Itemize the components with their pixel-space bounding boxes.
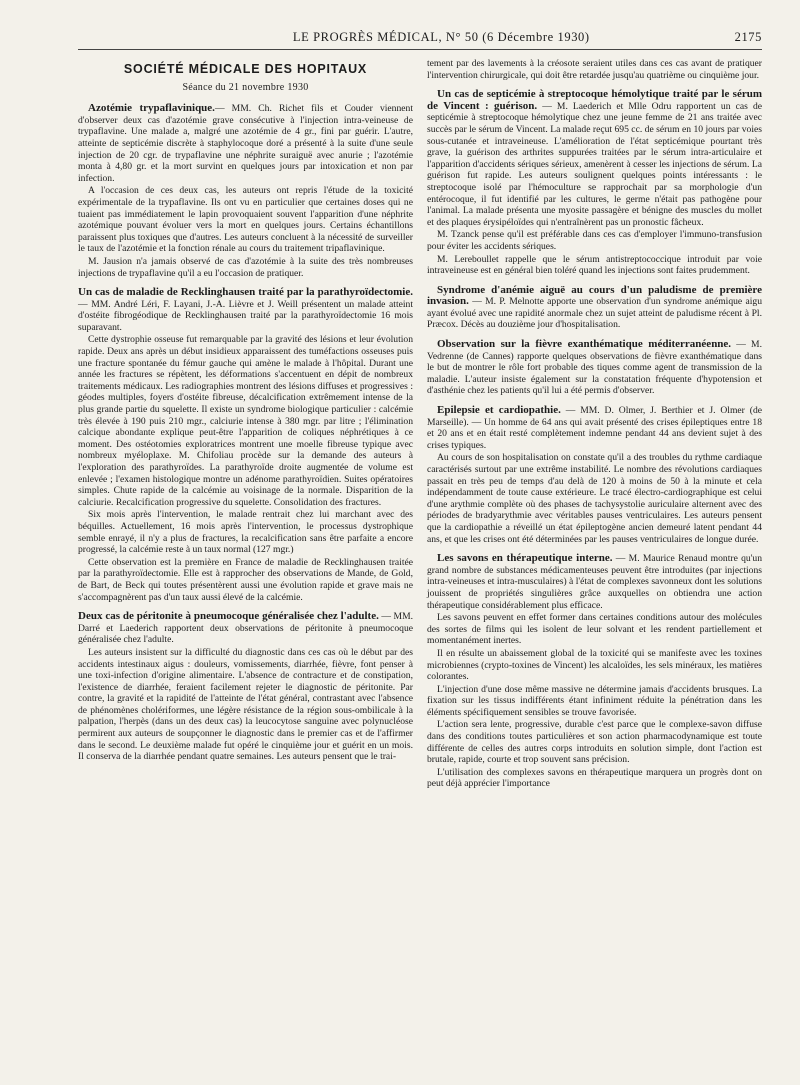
article-lead: — MM. Darré et Laederich rapportent deux observations de péritonite à pneumocoque généralisée chez l'adulte. — [78, 611, 413, 646]
article-title: Un cas de septicémie à streptocoque hémolytique traité par le sérum de Vincent : guérison. — [427, 88, 762, 112]
paragraph: Les savons peuvent en effet former dans certaines conditions autour des molécules des sortes de films qui les isolent de leur solvant et les rendent partiellement et momentanément inertes. — [427, 612, 762, 647]
paragraph: Six mois après l'intervention, le malade rentrait chez lui marchant avec des béquilles. Actuellement, 16 mois après l'intervention, le processus dystrophique semble enrayé, il n'y a plus de fractures, la recalcification sans être parfaite a encore progressé, la calcémie reste à un taux normal (127 mgr.) — [78, 509, 413, 556]
article-title: Observation sur la fièvre exanthématique méditerranéenne. — [437, 338, 732, 351]
article-lead: — M. Maurice Renaud montre qu'un grand nombre de substances médicamenteuses peuvent être introduites (par injections intra-veineuses et intra-musculaires) à l'état de complexes savonneux dont les solutions jouissent de propriétés singulières grâce auxquelles on obtiendra une action thérapeutique considérablement plus efficace. — [427, 553, 763, 611]
article-lead: — M. Laederich et Mlle Odru rapportent un cas de septicémie à streptocoque hémolytique chez une jeune femme de 21 ans traitée avec succès par le sérum de Vincent. La malade reçut 695 cc. de sérum en 10 jours par voies sous-cutanée et intraveineuse. L'amélioration de l'état septicémique pourtant très grave, la guérison des arthrites suppurées traitées par le sérum intra-articulaire et l'apparition d'accidents sériques sérieux, amenèrent à cesser les injections de sérum. La guérison fut rapide. Les auteurs soulignent quelques points intéressants : le streptocoque isolé par l'hémoculture se rapprochait par sa morphologie d'un entérocoque, il fut identifié par les cultures, le germe n'était pas pathogène pour l'animal. La malade présenta une myosite passagère et bénigne des muscles du mollet et des plaques érysipéloïdes qui n'entraînèrent pas un pronostic fâcheux. — [427, 100, 762, 228]
article-peritonite — [78, 611, 413, 763]
article-recklinghausen — [78, 287, 413, 603]
paragraph: Cette observation est la première en France de maladie de Recklinghausen traitée par la parathyroïdectomie. Elle est à rapprocher des observations de Mande, de Gold, de Bart, de Beck qui toutes présentèrent aussi une évolution rapide et grave mais ne s'accompagnèrent pas d'un taux aussi élevé de la calcémie. — [78, 556, 413, 603]
paragraph: M. Tzanck pense qu'il est préférable dans ces cas d'employer l'immuno-transfusion pour éviter les accidents sériques. — [427, 229, 762, 252]
page-number: 2175 — [734, 30, 762, 44]
article-epilepsie — [427, 405, 762, 545]
running-head — [78, 30, 762, 50]
article-lead: — M. P. Melnotte apporte une observation d'un syndrome anémique aigu ayant évolué avec une rapidité anormale chez un sujet atteint de paludisme récent à Pl. Præcox. Décès au douzième jour d'hospitalisation. — [427, 296, 762, 331]
article-fievre-exanthematique — [427, 339, 762, 397]
article-azotemie — [78, 103, 413, 279]
paragraph: L'action sera lente, progressive, durable c'est parce que le complexe-savon diffuse dans des conditions toutes particulières et son action pharmacodynamique est toute différente de celles des autres corps introduits en solution simple, dont l'action est brutale, rapide, courte et trop souvent sans précision. — [427, 719, 762, 766]
paragraph: M. Jausion n'a jamais observé de cas d'azotémie à la suite des très nombreuses injections de trypaflavine qu'il a eu l'occasion de pratiquer. — [78, 255, 413, 279]
article-peritonite-continued — [427, 58, 762, 81]
paragraph: Au cours de son hospitalisation on constate qu'il a des troubles du rythme cardiaque caractérisés surtout par une extrême instabilité. Le nombre des révolutions cardiaques passait en très peu de temps d'au delà de 120 à moins de 50 à la minute et cela indépendamment de toute cause extérieure. Le tracé électro-cardiographique est celui d'une arythmie complète où des phases de tachysystolie auriculaire alternent avec des périodes de bradyarythmie avec véritables pauses ventriculaires. Les auteurs pensent que la cardiopathie a réveillé un état épileptogène ancien demeuré latent pendant 44 ans, et que les crises ont été déterminées par les pauses ventriculaires de longue durée. — [427, 452, 762, 545]
article-title: Un cas de maladie de Recklinghausen traité par la parathyroïdectomie. — [78, 286, 413, 299]
society-title: SOCIÉTÉ MÉDICALE DES HOPITAUX — [123, 62, 368, 76]
paragraph: tement par des lavements à la créosote seraient utiles dans ces cas avant de pratiquer l'intervention chirurgicale, qui doit être retardée jusqu'au quatrième ou cinquième jour. — [427, 58, 762, 81]
paragraph: M. Lereboullet rappelle que le sérum antistreptococcique introduit par voie intraveineuse est en général bien toléré quand les injections sont faites prudemment. — [427, 253, 762, 277]
paragraph: L'utilisation des complexes savons en thérapeutique marquera un progrès dont on peut déjà apprécier l'importance — [427, 766, 762, 790]
article-lead: — MM. André Léri, F. Layani, J.-A. Lièvre et J. Weill présentent un malade atteint d'ostéite fibrogéodique de Recklinghausen traité par la parathyroïdectomie 16 mois suparavant. — [78, 298, 413, 333]
article-title: Les savons en thérapeutique interne. — [437, 552, 613, 565]
journal-header-title: LE PROGRÈS MÉDICAL, N° 50 (6 Décembre 1930) — [292, 30, 590, 44]
two-column-body — [78, 58, 762, 798]
right-column — [427, 58, 762, 798]
session-date: Séance du 21 novembre 1930 — [182, 81, 309, 93]
article-lead: — MM. D. Olmer, J. Berthier et J. Olmer (de Marseille). — Un homme de 64 ans qui avait présenté des crises épileptiques entre 18 et 20 ans et en était resté complètement indemne pendant 44 ans devient sujet à des crises typiques. — [427, 405, 762, 451]
article-septicemie — [427, 89, 762, 277]
paragraph: Cette dystrophie osseuse fut remarquable par la gravité des lésions et leur évolution rapide. Deux ans après un début insidieux apparaissent des tuméfactions osseuses puis une fracture spontanée du fémur gauche qui amène le malade à l'hôpital. Durant une année les fractures se répètent, les déformations s'accentuent en dépit de nombreux traitements médicaux. Les radiographies montrent des lésions diffuses et progressives : géodes multiples, foyers d'ostéite fibreuse, décalcification extrêmement intense de la plus grande partie du squelette. Il existe un syndrome biologique particulier : calcémie très élevée à 190 puis 210 mgr., calciurie intense à 380 mgr. par litre ; l'élimination calcique abondante explique peut-être l'apparition de coliques néphrétiques à ce moment. Des ostéotomies exploratrices montrent une moelle fibreuse typique avec nombreux myéloplaxe. M. Chifoliau procède sur la demande des auteurs à l'exploration des parathyroïdes. La parathyroïde droite augmentée de volume est enlevée ; l'examen histologique montre un adénome parathyroïdien. Suites opératoires simples. Chute rapide de la calcémie au voisinage de la normale. Disparition de la calciurie. Recalcification progressive du squelette. Consolidation des fractures. — [78, 334, 413, 508]
article-anemie-paludisme — [427, 285, 762, 331]
article-title: Syndrome d'anémie aiguë au cours d'un paludisme de première invasion. — [427, 283, 762, 308]
article-savons — [427, 553, 762, 790]
article-lead: — MM. Ch. Richet fils et Couder viennent d'observer deux cas d'azotémie grave consécutive à l'injection intra-veineuse de trypaflavine. Une malade a, malgré une azotémie de 4 gr., fini par guérir. L'autre, atteinte de septicémie discrète à staphylocoque doré a présenté à la suite d'une seule injection de 20 cgr. de trypaflavine une néphrite suraiguë avec anurie ; l'azotémie monta à 4,80 gr. et la mort survint en quelques jours par intoxication et non par infection. — [78, 103, 413, 184]
article-title: Epilepsie et cardiopathie. — [437, 404, 561, 417]
article-lead: — M. Vedrenne (de Cannes) rapporte quelques observations de fièvre exanthématique dans le but de montrer le rôle fort probable des tiques comme agent de transmission de la maladie. L'auteur insiste également sur la constatation fréquente d'hypotension et d'asthénie chez les patients qu'il lui a été permis d'observer. — [427, 339, 762, 397]
paragraph: Les auteurs insistent sur la difficulté du diagnostic dans ces cas où le début par des accidents intestinaux aigus : douleurs, vomissements, diarrhée, fièvre, font penser à une toxi-infection d'origine alimentaire. L'absence de contracture et de constipation, l'existence de diarrhée, feraient facilement rejeter le diagnostic de péritonite. Par contre, la gravité et la rapidité de l'atteinte de l'état général, contrastant avec l'absence de phénomènes cholériformes, une légère résistance de la région sous-ombilicale à la palpation, l'herpès (dans un des deux cas) la leucocytose sanguine avec polynucléose permirent aux auteurs de soupçonner le diagnostic dans le premier cas et de l'affirmer dans le second. Le deuxième malade fut opéré le cinquième jour et guérit en un mois. Il conserva de la diarrhée pendant quatre semaines. Les auteurs pensent que le trai- — [78, 646, 413, 763]
paragraph: L'injection d'une dose même massive ne détermine jamais d'accidents brusques. La fixation sur les tissus indifférents étant infiniment réduite la pénétration dans les éléments spécifiquement sensibles se trouve favorisée. — [427, 683, 762, 718]
article-title: Deux cas de péritonite à pneumocoque généralisée chez l'adulte. — [78, 610, 379, 623]
left-column — [78, 58, 413, 798]
paragraph: Il en résulte un abaissement global de la toxicité qui se manifeste avec les toxines microbiennes (crypto-toxines de Vincent) les alcaloïdes, les sels minéraux, les matières colorantes. — [427, 647, 762, 683]
paragraph: A l'occasion de ces deux cas, les auteurs ont repris l'étude de la toxicité expérimentale de la trypaflavine. Ils ont vu en particulier que certaines doses qui ne tuaient pas immédiatement le lapin provoquaient souvent l'apparition d'une néphrite azotémique pouvant évoluer vers la mort en quelques jours. Certains échantillons paraissent plus toxiques que d'autres. Les auteurs concluent à la nécessité de surveiller le taux de l'azotémie et la fonction rénale au cours du traitement tripaflavinique. — [78, 185, 413, 255]
article-title: Azotémie trypaflavinique. — [88, 102, 215, 115]
